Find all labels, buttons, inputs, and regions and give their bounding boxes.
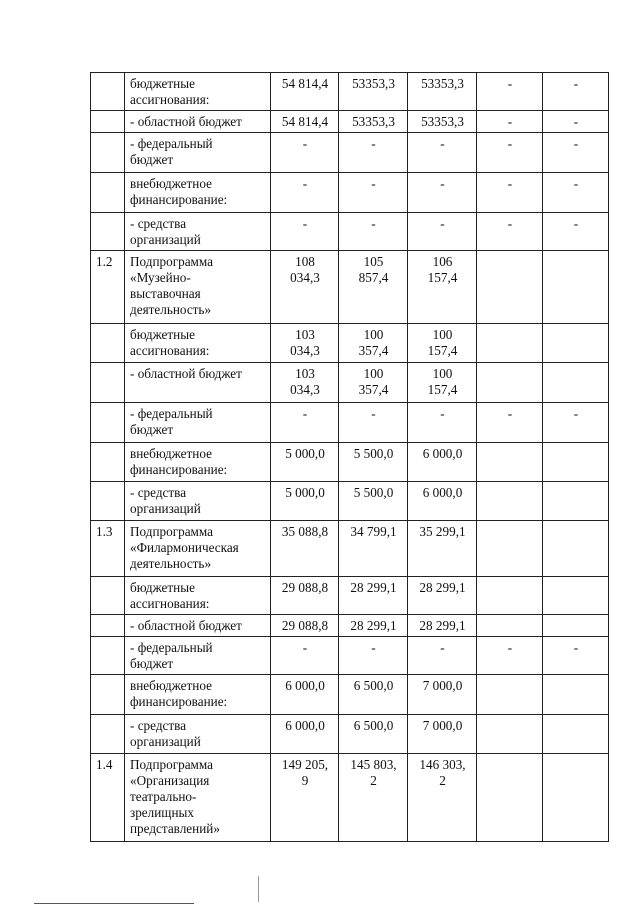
value-cell-4: [477, 251, 543, 324]
value-cell-4: [477, 403, 543, 443]
table-row: [91, 111, 609, 133]
value-cell-2: [339, 213, 408, 251]
label-line: организаций: [130, 232, 201, 247]
item-label-cell: [125, 577, 271, 615]
value-cell-4: [477, 675, 543, 715]
item-label-cell: [125, 443, 271, 482]
value-cell-4: [477, 443, 543, 482]
value-cell-1: [271, 403, 339, 443]
value-text: -: [573, 640, 579, 655]
value-cell-4: [477, 615, 543, 637]
item-label-cell: [125, 715, 271, 754]
label-line: деятельность»: [130, 302, 212, 317]
value-line: 28 299,1: [419, 580, 466, 595]
label-line: финансирование:: [130, 462, 228, 477]
row-number-cell: [91, 73, 125, 111]
value-cell-3: [408, 482, 477, 521]
value-line: 103: [295, 366, 315, 381]
value-cell-3: [408, 324, 477, 363]
value-line: 5 500,0: [353, 446, 394, 461]
value-line: -: [440, 136, 445, 151]
value-cell-4: [477, 324, 543, 363]
value-line: 100: [363, 366, 384, 381]
label-line: бюджет: [130, 656, 174, 671]
label-line: выставочная: [130, 286, 201, 301]
value-cell-5: [543, 133, 609, 173]
value-line: 6 500,0: [353, 718, 394, 733]
row-number-cell: [91, 363, 125, 403]
value-text: -: [573, 216, 579, 231]
scan-mark: [258, 876, 259, 902]
budget-table-body: [91, 73, 609, 842]
table-row: [91, 482, 609, 521]
value-cell-1: [271, 251, 339, 324]
value-cell-4: [477, 363, 543, 403]
label-line: финансирование:: [130, 192, 228, 207]
value-line: -: [371, 216, 376, 231]
item-label-cell: [125, 363, 271, 403]
value-line: -: [440, 216, 445, 231]
value-cell-1: [271, 482, 339, 521]
value-line: 54 814,4: [281, 114, 329, 129]
label-line: - федеральный: [130, 640, 213, 655]
value-cell-1: [271, 73, 339, 111]
value-line: -: [440, 406, 445, 421]
value-cell-5: [543, 403, 609, 443]
value-cell-5: [543, 675, 609, 715]
value-line: 5 500,0: [353, 485, 394, 500]
table-row: [91, 133, 609, 173]
label-line: Подпрограмма: [130, 254, 214, 269]
value-cell-2: [339, 251, 408, 324]
value-line: 35 299,1: [419, 524, 466, 539]
value-cell-5: [543, 443, 609, 482]
label-line: ассигнования:: [130, 596, 210, 611]
value-text: -: [573, 176, 579, 191]
value-text: -: [573, 76, 579, 91]
value-cell-5: [543, 213, 609, 251]
value-line: 108: [295, 254, 315, 269]
value-line: 357,4: [358, 343, 389, 358]
item-label-cell: [125, 521, 271, 577]
value-line: 2: [439, 773, 446, 788]
item-label-cell: [125, 637, 271, 675]
value-line: 28 299,1: [350, 618, 397, 633]
label-line: представлений»: [130, 821, 220, 836]
value-cell-4: [477, 577, 543, 615]
value-cell-2: [339, 133, 408, 173]
value-cell-5: [543, 111, 609, 133]
value-line: -: [440, 640, 445, 655]
row-number-cell: [91, 324, 125, 363]
item-label-cell: [125, 615, 271, 637]
value-cell-4: [477, 754, 543, 842]
value-cell-4: [477, 133, 543, 173]
value-line: 6 000,0: [285, 718, 325, 733]
value-cell-3: [408, 213, 477, 251]
value-text: -: [507, 76, 513, 91]
table-row: [91, 754, 609, 842]
value-cell-1: [271, 521, 339, 577]
value-cell-2: [339, 482, 408, 521]
row-number-cell: [91, 173, 125, 213]
value-cell-3: [408, 521, 477, 577]
value-cell-5: [543, 577, 609, 615]
value-line: 9: [301, 773, 309, 788]
label-line: «Музейно-: [130, 270, 191, 285]
value-line: 7 000,0: [422, 718, 463, 733]
value-text: -: [507, 640, 513, 655]
value-cell-1: [271, 615, 339, 637]
value-cell-2: [339, 521, 408, 577]
label-line: - областной бюджет: [130, 618, 242, 633]
value-line: 28 299,1: [350, 580, 397, 595]
value-cell-2: [339, 403, 408, 443]
item-label-cell: [125, 133, 271, 173]
value-cell-3: [408, 577, 477, 615]
label-line: организаций: [130, 501, 201, 516]
value-cell-2: [339, 73, 408, 111]
value-cell-4: [477, 482, 543, 521]
value-line: 2: [370, 773, 377, 788]
value-text: -: [507, 406, 513, 421]
value-cell-5: [543, 482, 609, 521]
table-row: [91, 637, 609, 675]
value-cell-2: [339, 173, 408, 213]
row-number-cell: [91, 521, 125, 577]
value-line: -: [302, 216, 308, 231]
value-line: 28 299,1: [419, 618, 466, 633]
value-line: -: [302, 136, 308, 151]
value-line: 034,3: [290, 382, 320, 397]
value-cell-4: [477, 111, 543, 133]
value-cell-2: [339, 675, 408, 715]
value-line: -: [371, 640, 376, 655]
value-line: 100: [432, 327, 453, 342]
row-number-cell: [91, 482, 125, 521]
table-row: [91, 443, 609, 482]
value-cell-5: [543, 615, 609, 637]
label-line: бюджетные: [130, 580, 195, 595]
value-text: -: [573, 406, 579, 421]
value-cell-4: [477, 637, 543, 675]
row-number-cell: [91, 443, 125, 482]
value-cell-2: [339, 363, 408, 403]
label-line: бюджетные: [130, 327, 195, 342]
value-line: 100: [363, 327, 384, 342]
value-line: 106: [432, 254, 453, 269]
value-line: 7 000,0: [422, 678, 463, 693]
value-line: 105: [363, 254, 384, 269]
value-cell-5: [543, 715, 609, 754]
value-cell-5: [543, 251, 609, 324]
value-line: 5 000,0: [285, 485, 325, 500]
row-number-cell: [91, 715, 125, 754]
table-row: [91, 251, 609, 324]
item-label-cell: [125, 251, 271, 324]
label-line: зрелищных: [130, 805, 194, 820]
value-cell-4: [477, 73, 543, 111]
value-cell-2: [339, 615, 408, 637]
label-line: бюджет: [130, 152, 174, 167]
label-line: Подпрограмма: [130, 757, 214, 772]
value-cell-1: [271, 675, 339, 715]
value-cell-4: [477, 521, 543, 577]
label-line: - средства: [130, 718, 187, 733]
row-number-cell: [91, 615, 125, 637]
item-label-cell: [125, 173, 271, 213]
value-line: 034,3: [290, 343, 320, 358]
value-line: 103: [295, 327, 315, 342]
label-line: - федеральный: [130, 136, 213, 151]
value-cell-4: [477, 715, 543, 754]
table-row: [91, 213, 609, 251]
value-cell-3: [408, 363, 477, 403]
value-line: 53353,3: [352, 76, 395, 91]
value-cell-5: [543, 754, 609, 842]
label-line: театрально-: [130, 789, 197, 804]
value-cell-1: [271, 363, 339, 403]
value-text: -: [573, 114, 579, 129]
value-line: -: [302, 406, 308, 421]
value-line: 157,4: [427, 382, 458, 397]
label-line: финансирование:: [130, 694, 228, 709]
row-number: 1.3: [96, 524, 113, 539]
row-number-cell: [91, 111, 125, 133]
value-cell-2: [339, 324, 408, 363]
table-row: [91, 363, 609, 403]
value-cell-2: [339, 443, 408, 482]
value-line: 149 205,: [281, 757, 329, 772]
value-cell-5: [543, 73, 609, 111]
table-row: [91, 615, 609, 637]
label-line: внебюджетное: [130, 678, 212, 693]
value-cell-2: [339, 754, 408, 842]
value-line: 157,4: [427, 270, 458, 285]
label-line: - средства: [130, 216, 187, 231]
label-line: - областной бюджет: [130, 114, 242, 129]
value-cell-3: [408, 73, 477, 111]
value-line: 145 803,: [350, 757, 397, 772]
value-cell-3: [408, 443, 477, 482]
label-line: - областной бюджет: [130, 366, 242, 381]
item-label-cell: [125, 754, 271, 842]
value-line: -: [371, 136, 376, 151]
value-line: 146 303,: [419, 757, 466, 772]
value-cell-3: [408, 251, 477, 324]
value-cell-5: [543, 173, 609, 213]
value-cell-2: [339, 577, 408, 615]
value-line: 53353,3: [352, 114, 395, 129]
value-cell-5: [543, 324, 609, 363]
item-label-cell: [125, 324, 271, 363]
value-cell-4: [477, 173, 543, 213]
table-row: [91, 73, 609, 111]
label-line: Подпрограмма: [130, 524, 214, 539]
value-line: 6 000,0: [422, 446, 463, 461]
value-line: 34 799,1: [350, 524, 397, 539]
value-cell-1: [271, 133, 339, 173]
value-line: 6 000,0: [285, 678, 325, 693]
table-row: [91, 403, 609, 443]
row-number-cell: [91, 133, 125, 173]
table-row: [91, 675, 609, 715]
value-cell-3: [408, 173, 477, 213]
row-number-cell: [91, 403, 125, 443]
label-line: бюджетные: [130, 76, 195, 91]
item-label-cell: [125, 482, 271, 521]
value-line: -: [371, 176, 376, 191]
item-label-cell: [125, 73, 271, 111]
value-text: -: [507, 176, 513, 191]
item-label-cell: [125, 675, 271, 715]
label-line: ассигнования:: [130, 92, 210, 107]
value-line: -: [302, 176, 308, 191]
table-row: [91, 324, 609, 363]
value-line: 35 088,8: [281, 524, 329, 539]
label-line: - федеральный: [130, 406, 213, 421]
value-line: 100: [432, 366, 453, 381]
value-cell-2: [339, 637, 408, 675]
value-cell-3: [408, 111, 477, 133]
table-row: [91, 521, 609, 577]
label-line: ассигнования:: [130, 343, 210, 358]
value-text: -: [507, 114, 513, 129]
value-line: 5 000,0: [285, 446, 325, 461]
value-cell-5: [543, 521, 609, 577]
value-cell-1: [271, 715, 339, 754]
value-text: -: [573, 136, 579, 151]
row-number-cell: [91, 637, 125, 675]
value-line: 6 500,0: [353, 678, 394, 693]
row-number: 1.2: [96, 254, 113, 269]
value-cell-3: [408, 715, 477, 754]
value-cell-1: [271, 637, 339, 675]
value-text: -: [507, 216, 513, 231]
label-line: - средства: [130, 485, 187, 500]
value-cell-3: [408, 675, 477, 715]
table-row: [91, 715, 609, 754]
item-label-cell: [125, 213, 271, 251]
value-cell-3: [408, 754, 477, 842]
label-line: бюджет: [130, 422, 174, 437]
label-line: внебюджетное: [130, 446, 212, 461]
value-line: 6 000,0: [422, 485, 463, 500]
value-cell-3: [408, 403, 477, 443]
row-number: 1.4: [96, 757, 113, 772]
row-number-cell: [91, 675, 125, 715]
value-cell-4: [477, 213, 543, 251]
value-line: 857,4: [358, 270, 389, 285]
row-number-cell: [91, 251, 125, 324]
value-line: 034,3: [290, 270, 320, 285]
value-text: -: [507, 136, 513, 151]
value-cell-5: [543, 363, 609, 403]
value-cell-1: [271, 754, 339, 842]
value-cell-1: [271, 111, 339, 133]
value-cell-2: [339, 715, 408, 754]
item-label-cell: [125, 111, 271, 133]
label-line: организаций: [130, 734, 201, 749]
value-line: -: [371, 406, 376, 421]
label-line: внебюджетное: [130, 176, 212, 191]
item-label-cell: [125, 403, 271, 443]
value-cell-3: [408, 637, 477, 675]
row-number-cell: [91, 754, 125, 842]
value-cell-1: [271, 443, 339, 482]
budget-table: [90, 72, 609, 842]
value-cell-2: [339, 111, 408, 133]
value-line: -: [302, 640, 308, 655]
value-cell-3: [408, 133, 477, 173]
value-line: 357,4: [358, 382, 389, 397]
value-cell-5: [543, 637, 609, 675]
value-line: -: [440, 176, 445, 191]
value-cell-1: [271, 577, 339, 615]
value-cell-1: [271, 324, 339, 363]
value-cell-1: [271, 173, 339, 213]
value-line: 29 088,8: [281, 580, 329, 595]
value-line: 54 814,4: [281, 76, 329, 91]
value-line: 53353,3: [421, 114, 464, 129]
footer-rule: [34, 903, 194, 904]
table-row: [91, 577, 609, 615]
table-row: [91, 173, 609, 213]
value-line: 53353,3: [421, 76, 464, 91]
value-cell-3: [408, 615, 477, 637]
row-number-cell: [91, 577, 125, 615]
value-cell-1: [271, 213, 339, 251]
label-line: «Филармоническая: [130, 540, 239, 555]
row-number-cell: [91, 213, 125, 251]
value-line: 157,4: [427, 343, 458, 358]
label-line: деятельность»: [130, 556, 212, 571]
label-line: «Организация: [130, 773, 210, 788]
value-line: 29 088,8: [281, 618, 329, 633]
